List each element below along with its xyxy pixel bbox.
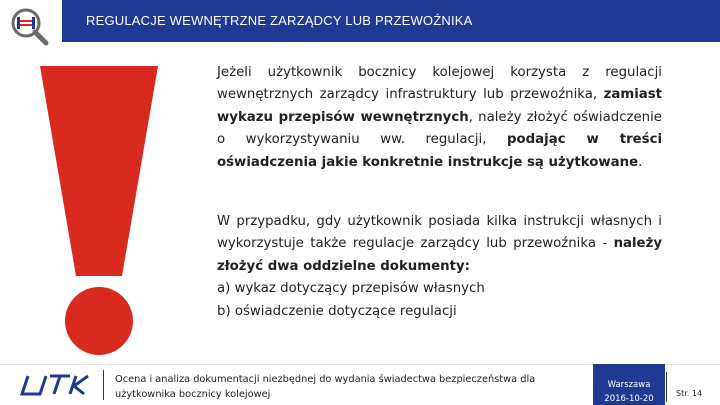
para1-bold-2: podając w treści oświadczenia jakie konkretnie instrukcje są użytkowane — [217, 132, 663, 170]
footer-city: Warszawa — [607, 380, 651, 390]
footer-date: 2016-10-20 — [604, 394, 654, 404]
list-item-a: a) wykaz dotyczący przepisów własnych — [217, 281, 485, 297]
para1-text-3: . — [638, 154, 643, 170]
para1-bold-1: zamiast wykazu przepisów wewnętrznych — [217, 87, 662, 125]
para1-text-1: Jeżeli użytkownik bocznicy kolejowej korzysta z regulacji wewnętrznych zarządcy infrastruktury lub przewoźnika, — [217, 65, 662, 103]
footer-divider-right — [666, 372, 667, 402]
para2-text-1: W przypadku, gdy użytkownik posiada kilka instrukcji własnych i wykorzystuje także regulacje zarządcy lub przewoźnika - — [217, 214, 662, 252]
info-paragraph-1 — [217, 62, 662, 174]
para2-bold-1: należy złożyć dwa oddzielne dokumenty: — [217, 236, 662, 274]
exclamation-mark-icon — [0, 58, 200, 358]
footer-divider-left — [103, 370, 104, 400]
footer-description: Ocena i analiza dokumentacji niezbędnej do wydania świadectwa bezpieczeństwa dla użytkownika bocznicy kolejowej — [115, 374, 536, 400]
utk-logo-icon — [18, 372, 94, 398]
para1-text-2: , należy złożyć oświadczenie o wykorzystywaniu ww. regulacji, — [217, 109, 662, 148]
page-number: Str. 14 — [676, 389, 703, 398]
list-item-b: b) oświadczenie dotyczące regulacji — [217, 303, 457, 319]
info-paragraph-2 — [217, 211, 662, 323]
magnifier-rail-icon — [6, 4, 52, 46]
page-title: REGULACJE WEWNĘTRZNE ZARZĄDCY LUB PRZEWOŹNIKA — [86, 13, 473, 28]
